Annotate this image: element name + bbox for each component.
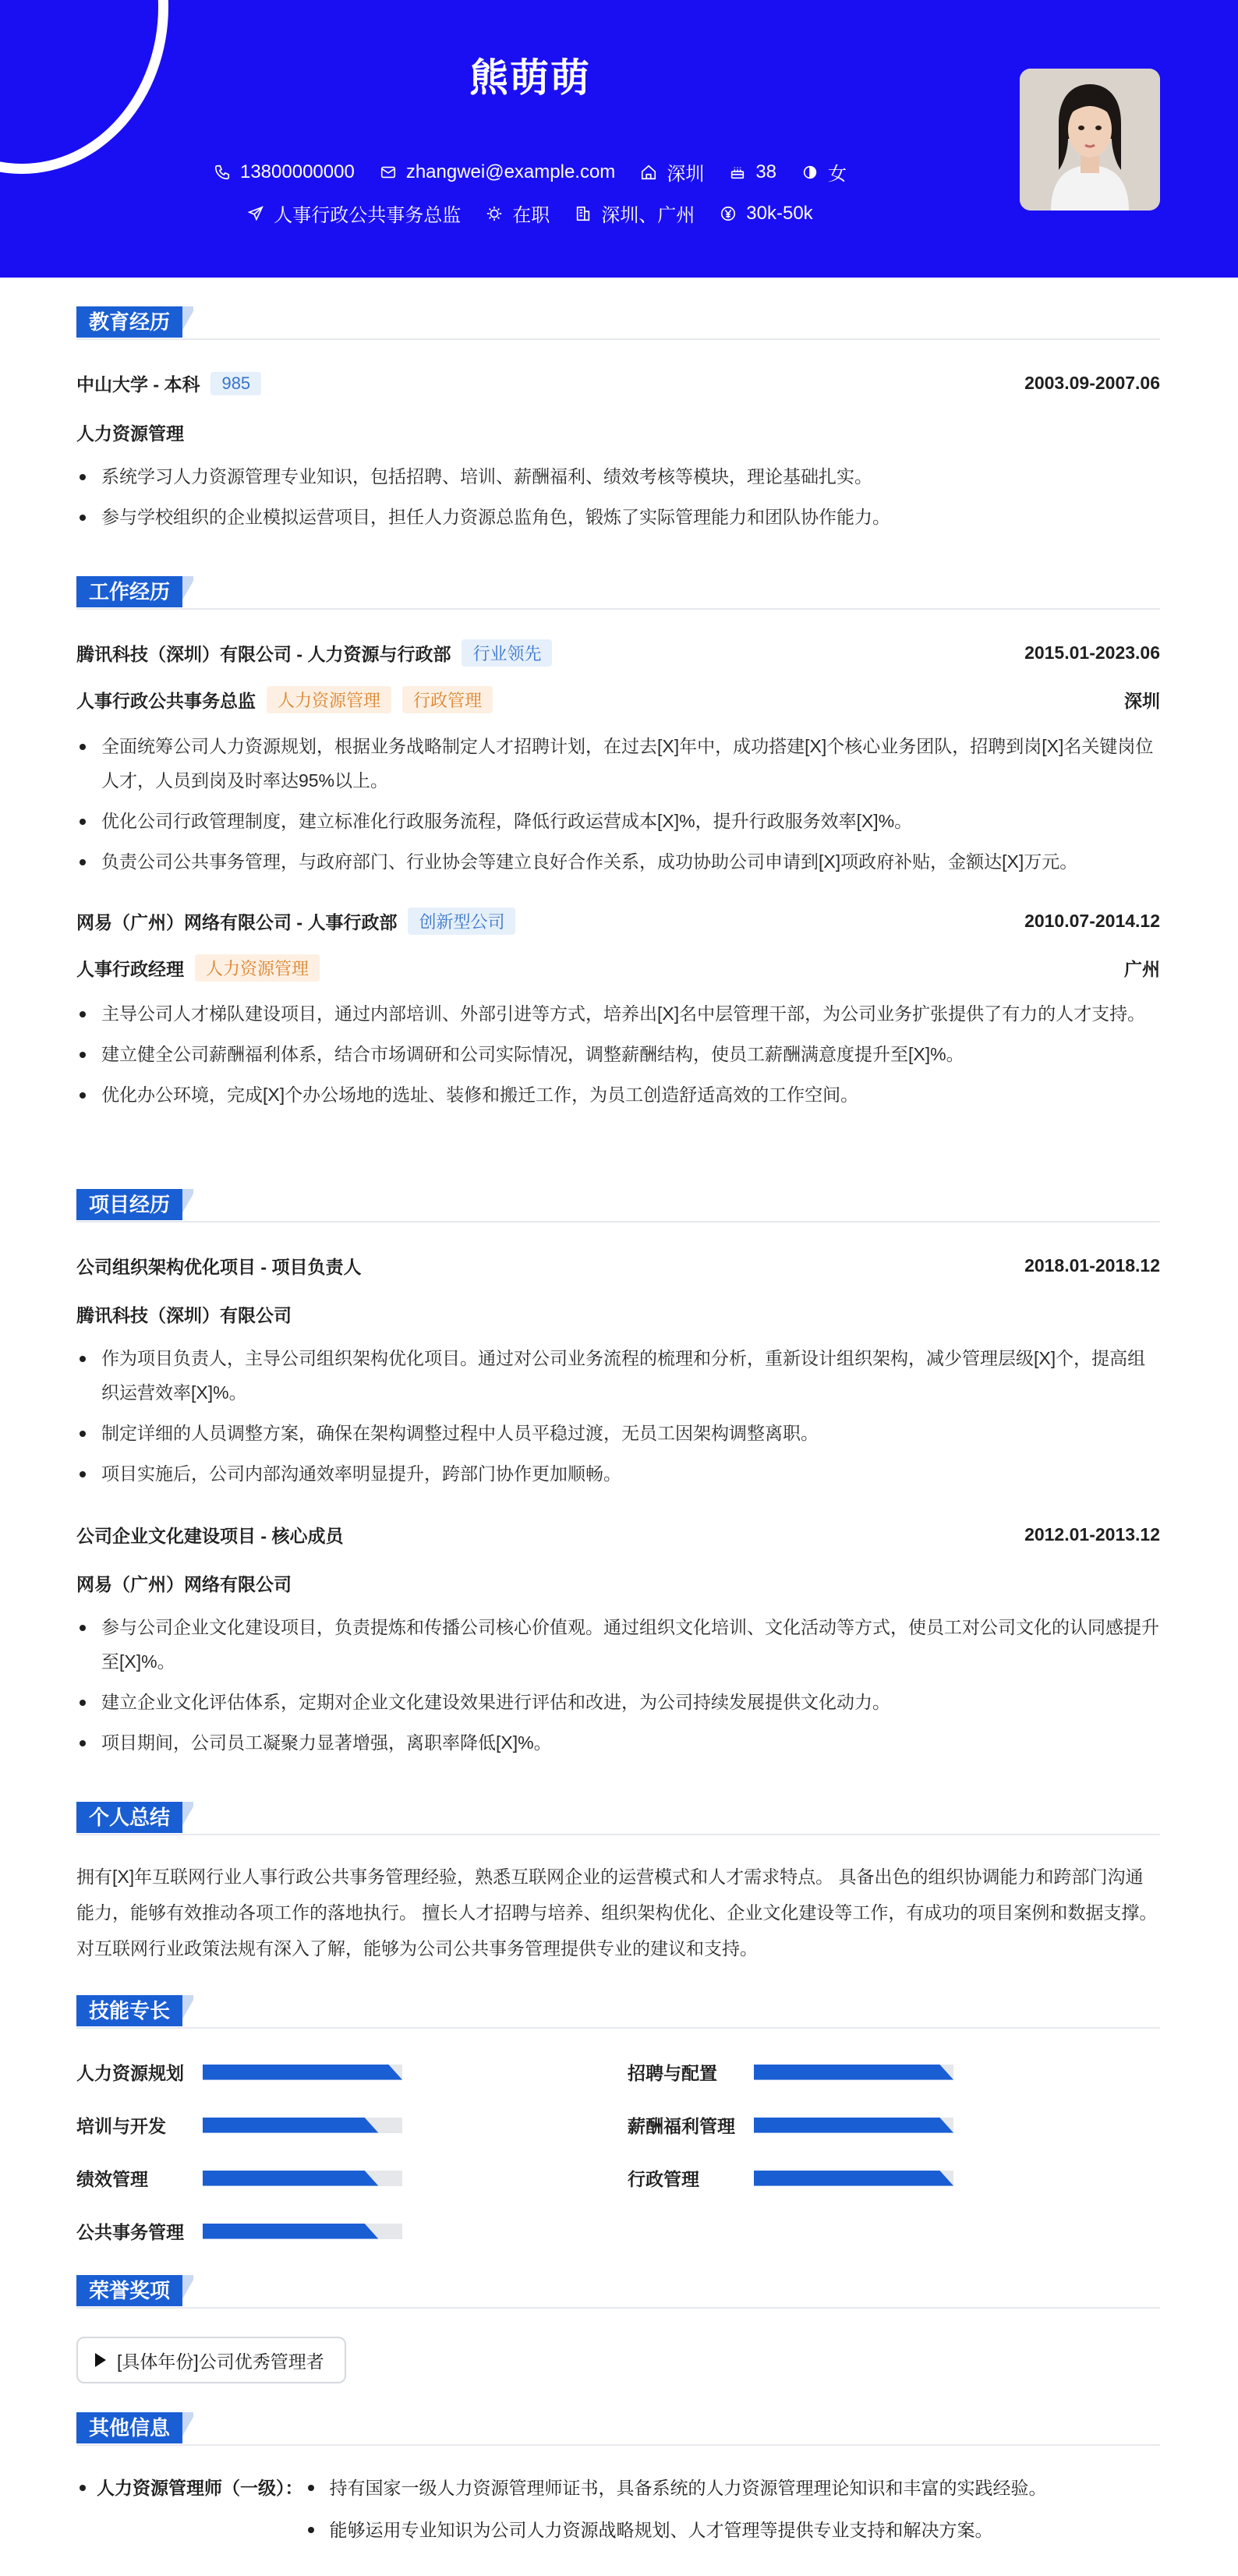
skill-item: 公共事务管理 xyxy=(76,2218,402,2244)
play-icon xyxy=(95,2353,106,2367)
work-date: 2015.01-2023.06 xyxy=(1024,642,1160,663)
city-info xyxy=(640,158,704,186)
skill-item: 行政管理 xyxy=(628,2165,953,2191)
mail-icon xyxy=(380,164,397,181)
list-item: 作为项目负责人，主导公司组织架构优化项目。通过对公司业务流程的梳理和分析，重新设计组织架构，减少管理层级[X]个，提高组织运营效率[X]%。 xyxy=(76,1341,1160,1410)
list-item: 项目期间，公司员工凝聚力显著增强，离职率降低[X]%。 xyxy=(76,1725,1160,1760)
education-major: 人力资源管理 xyxy=(76,423,184,444)
skill-tag: 行政管理 xyxy=(402,686,493,713)
section-divider xyxy=(76,1221,1160,1223)
salary-text: 30k-50k xyxy=(746,202,813,224)
project-date: 2018.01-2018.12 xyxy=(1024,1255,1160,1276)
project-bullets xyxy=(76,1610,1160,1766)
list-item: 负责公司公共事务管理，与政府部门、行业协会等建立良好合作关系，成功协助公司申请到[X]项政府补贴，金额达[X]万元。 xyxy=(76,844,1160,879)
work-header xyxy=(76,908,1160,935)
work-bullets xyxy=(76,996,1160,1118)
section-divider xyxy=(76,2307,1160,2309)
certificate-label-wrap xyxy=(76,2470,303,2506)
skill-item: 人力资源规划 xyxy=(76,2059,402,2085)
list-item: 建立健全公司薪酬福利体系，结合市场调研和公司实际情况，调整薪酬结构，使员工薪酬满意度提升至[X]%。 xyxy=(76,1037,1160,1071)
status-text: 在职 xyxy=(512,205,550,226)
company-name: 网易（广州）网络有限公司 - 人事行政部 xyxy=(76,912,398,932)
list-item: 优化办公环境，完成[X]个办公场地的选址、装修和搬迁工作，为员工创造舒适高效的工作空间。 xyxy=(76,1077,1160,1112)
education-bullets xyxy=(76,459,1160,540)
company-name: 腾讯科技（深圳）有限公司 - 人力资源与行政部 xyxy=(76,644,451,664)
position-text: 人事行政公共事务总监 xyxy=(274,205,462,226)
age-text: 38 xyxy=(755,161,777,182)
contact-row xyxy=(0,158,1060,186)
skill-bar-fill xyxy=(754,2171,953,2186)
other-info xyxy=(76,2470,1047,2548)
status-info xyxy=(486,200,550,227)
list-item: 持有国家一级人力资源管理师证书，具备系统的人力资源管理理论知识和丰富的实践经验。 xyxy=(305,2470,1047,2506)
list-item: 优化公司行政管理制度，建立标准化行政服务流程，降低行政运营成本[X]%，提升行政服务效率[X]%。 xyxy=(76,804,1160,838)
section-title-summary: 个人总结 xyxy=(76,1802,193,1833)
skill-bar xyxy=(203,2171,402,2186)
phone-info xyxy=(214,158,355,186)
cake-icon xyxy=(729,164,746,181)
project-company: 网易（广州）网络有限公司 xyxy=(76,1574,292,1594)
school-name: 中山大学 - 本科 xyxy=(76,374,200,395)
section-title-other: 其他信息 xyxy=(76,2412,193,2443)
skill-item: 培训与开发 xyxy=(76,2112,402,2138)
email-text[interactable]: zhangwei@example.com xyxy=(405,161,616,182)
work-title-row xyxy=(76,686,1160,713)
work-date: 2010.07-2014.12 xyxy=(1024,911,1160,931)
company-tag: 行业领先 xyxy=(462,639,552,667)
age-info xyxy=(729,158,776,186)
home-icon xyxy=(640,164,657,181)
project-header xyxy=(76,1253,1160,1279)
skill-item: 招聘与配置 xyxy=(628,2059,953,2085)
skill-bar xyxy=(754,2171,953,2186)
list-item: 全面统筹公司人力资源规划，根据业务战略制定人才招聘计划，在过去[X]年中，成功搭建[X]个核心业务团队，招聘到岗[X]名关键岗位人才，人员到岗及时率达95%以上。 xyxy=(76,729,1160,798)
candidate-name: 熊萌萌 xyxy=(469,56,591,100)
section-title-projects: 项目经历 xyxy=(76,1189,193,1220)
certificate-details xyxy=(305,2470,1047,2548)
school-tag: 985 xyxy=(210,372,261,395)
list-item: 能够运用专业知识为公司人力资源战略规划、人才管理等提供专业支持和解决方案。 xyxy=(305,2512,1047,2548)
skill-bar xyxy=(754,2065,953,2080)
phone-icon xyxy=(214,164,231,181)
list-item: 制定详细的人员调整方案，确保在架构调整过程中人员平稳过渡，无员工因架构调整离职。 xyxy=(76,1416,1160,1450)
job-title: 人事行政经理 xyxy=(76,959,184,979)
target-city-text: 深圳、广州 xyxy=(601,205,695,226)
avatar xyxy=(1020,69,1160,211)
skill-bar xyxy=(754,2118,953,2133)
work-title-row xyxy=(76,954,1160,982)
skill-bar-fill xyxy=(203,2118,378,2133)
skill-bar xyxy=(203,2224,402,2239)
section-divider xyxy=(76,338,1160,340)
list-item: 项目实施后，公司内部沟通效率明显提升，跨部门协作更加顺畅。 xyxy=(76,1456,1160,1491)
phone-text[interactable]: 13800000000 xyxy=(239,161,355,182)
skill-item: 绩效管理 xyxy=(76,2165,402,2191)
skill-tag: 人力资源管理 xyxy=(267,686,391,713)
gender-info xyxy=(801,158,847,186)
bullet-dot xyxy=(80,2485,86,2491)
gender-text: 女 xyxy=(828,164,847,185)
skill-bar-fill xyxy=(754,2065,953,2080)
resume-header xyxy=(0,0,1238,278)
work-location: 深圳 xyxy=(1124,691,1160,711)
work-location: 广州 xyxy=(1124,959,1160,979)
project-date: 2012.01-2013.12 xyxy=(1024,1524,1160,1545)
email-info xyxy=(380,158,616,186)
list-item: 主导公司人才梯队建设项目，通过内部培训、外部引进等方式，培养出[X]名中层管理干部，为公司业务扩张提供了有力的人才支持。 xyxy=(76,996,1160,1031)
skill-bar xyxy=(203,2065,402,2080)
award-item[interactable] xyxy=(76,2337,346,2383)
yen-icon xyxy=(720,205,737,222)
section-title-education: 教育经历 xyxy=(76,306,193,338)
project-company: 腾讯科技（深圳）有限公司 xyxy=(76,1305,292,1325)
salary-info xyxy=(720,200,812,227)
status-icon xyxy=(486,205,503,222)
section-divider xyxy=(76,1834,1160,1835)
job-title: 人事行政公共事务总监 xyxy=(76,691,256,711)
company-tag: 创新型公司 xyxy=(408,908,515,935)
section-divider xyxy=(76,2027,1160,2029)
list-item: 系统学习人力资源管理专业知识，包括招聘、培训、薪酬福利、绩效考核等模块，理论基础扎实。 xyxy=(76,459,1160,494)
send-icon xyxy=(247,205,264,222)
list-item: 参与学校组织的企业模拟运营项目，担任人力资源总监角色，锻炼了实际管理能力和团队协作能力。 xyxy=(76,500,1160,534)
project-bullets xyxy=(76,1341,1160,1497)
summary-text: 拥有[X]年互联网行业人事行政公共事务管理经验，熟悉互联网企业的运营模式和人才需求特点。 具备出色的组织协调能力和跨部门沟通能力，能够有效推动各项工作的落地执行。 擅长人才招聘与培养、组织架构优化、企业文化建设等工作，有成功的项目案例和数据支撑。 对互联网行业政策法规有深入了解，能够为公司公共事务管理提供专业的建议和支持。 xyxy=(76,1867,1158,1959)
certificate-label: 人力资源管理师（一级）： xyxy=(97,2478,303,2498)
education-header xyxy=(76,370,1160,396)
building-icon xyxy=(575,205,592,222)
section-divider xyxy=(76,608,1160,610)
project-name: 公司组织架构优化项目 - 项目负责人 xyxy=(76,1257,362,1277)
skill-bar-fill xyxy=(203,2224,378,2239)
section-title-skills: 技能专长 xyxy=(76,1995,193,2026)
gender-icon xyxy=(801,164,819,181)
target-city-info xyxy=(575,200,695,227)
work-header xyxy=(76,639,1160,667)
list-item: 参与公司企业文化建设项目，负责提炼和传播公司核心价值观。通过组织文化培训、文化活动等方式，使员工对公司文化的认同感提升至[X]%。 xyxy=(76,1610,1160,1679)
career-row xyxy=(0,200,1060,227)
city-text: 深圳 xyxy=(667,164,705,185)
skill-tag: 人力资源管理 xyxy=(195,954,320,982)
list-item: 建立企业文化评估体系，定期对企业文化建设效果进行评估和改进，为公司持续发展提供文化动力。 xyxy=(76,1685,1160,1719)
position-info xyxy=(247,200,461,227)
award-text: [具体年份]公司优秀管理者 xyxy=(117,2351,324,2372)
skill-bar-fill xyxy=(203,2065,402,2080)
skill-bar-fill xyxy=(203,2171,378,2186)
section-title-awards: 荣誉奖项 xyxy=(76,2275,193,2306)
project-name: 公司企业文化建设项目 - 核心成员 xyxy=(76,1526,344,1546)
project-header xyxy=(76,1522,1160,1548)
education-date: 2003.09-2007.06 xyxy=(1024,373,1160,393)
skill-bar xyxy=(203,2118,402,2133)
section-title-work: 工作经历 xyxy=(76,576,193,607)
section-divider xyxy=(76,2444,1160,2446)
work-bullets xyxy=(76,729,1160,885)
skill-bar-fill xyxy=(754,2118,953,2133)
skill-item: 薪酬福利管理 xyxy=(628,2112,953,2138)
